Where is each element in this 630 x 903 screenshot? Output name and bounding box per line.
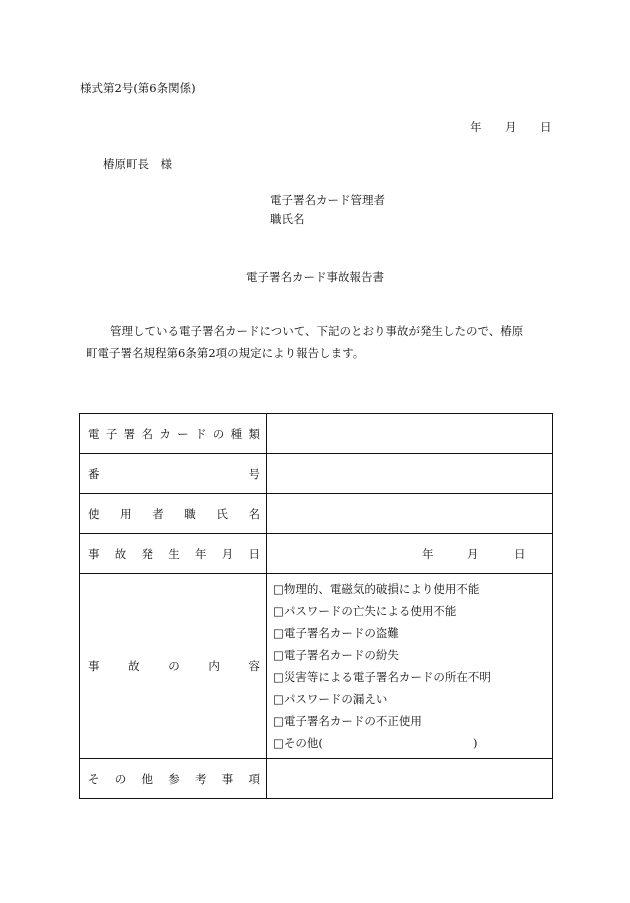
label-char: 名 xyxy=(248,506,260,521)
value-user[interactable] xyxy=(267,494,553,534)
label-char: の xyxy=(168,659,180,673)
date-header-month: 月 xyxy=(505,120,517,134)
label-char: 考 xyxy=(195,771,207,786)
option-password-lost[interactable]: □パスワードの亡失による使用不能 xyxy=(273,604,457,618)
date-header-year: 年 xyxy=(470,120,482,134)
option-other[interactable] xyxy=(273,732,552,754)
label-char: 故 xyxy=(114,546,127,561)
label-char: 参 xyxy=(168,771,180,786)
table-row-incident-details xyxy=(80,574,553,759)
label-char: 事 xyxy=(88,659,100,673)
label-char: 者 xyxy=(152,506,164,521)
label-char: ー xyxy=(177,426,189,441)
label-char: 月 xyxy=(221,546,234,561)
label-char: 年 xyxy=(195,546,207,561)
value-card-type[interactable] xyxy=(267,414,553,454)
value-number[interactable] xyxy=(267,454,553,494)
label-char: 氏 xyxy=(216,506,228,521)
value-incident-details xyxy=(267,574,553,759)
label-char: 類 xyxy=(248,426,260,441)
label-char: ド xyxy=(194,426,207,441)
table-row-number xyxy=(80,454,553,494)
date-header-day: 日 xyxy=(540,120,552,134)
label-char: 号 xyxy=(248,466,260,481)
label-char: 日 xyxy=(248,546,260,561)
label-char: 生 xyxy=(168,546,180,561)
label-number xyxy=(80,454,267,494)
label-user xyxy=(80,494,267,534)
table-row-user xyxy=(80,494,553,534)
label-char: 用 xyxy=(120,506,132,521)
occurrence-day: 日 xyxy=(514,547,526,561)
label-char: 電 xyxy=(88,426,100,441)
table-row-occurrence-date xyxy=(80,534,553,574)
label-char: 事 xyxy=(88,546,100,561)
label-char: 署 xyxy=(123,426,136,441)
form-number: 様式第2号(第6条関係) xyxy=(80,81,196,95)
occurrence-year: 年 xyxy=(422,547,434,561)
option-password-leak[interactable]: □パスワードの漏えい xyxy=(273,692,388,706)
body-text: 管理している電子署名カードについて、下記のとおり事故が発生したので、椿原町電子署名規程第6条第2項の規定により報告します。 xyxy=(86,324,524,360)
sender-name-label: 職氏名 xyxy=(270,212,305,226)
value-other-notes[interactable] xyxy=(267,759,553,799)
value-occurrence-date[interactable] xyxy=(267,534,553,574)
label-char: の xyxy=(114,771,127,786)
label-char: の xyxy=(212,426,225,441)
label-char: 職 xyxy=(184,506,196,521)
label-char: 使 xyxy=(88,506,100,521)
sender-title: 電子署名カード管理者 xyxy=(270,193,385,207)
option-card-stolen[interactable]: □電子署名カードの盗難 xyxy=(273,626,399,640)
option-card-lost[interactable]: □電子署名カードの紛失 xyxy=(273,648,399,662)
incident-report-table xyxy=(79,413,553,799)
label-char: 故 xyxy=(128,659,140,673)
option-physical-damage[interactable]: □物理的、電磁気的破損により使用不能 xyxy=(273,582,480,596)
document-title: 電子署名カード事故報告書 xyxy=(246,270,384,284)
label-char: 事 xyxy=(221,771,234,786)
label-char: 子 xyxy=(105,426,118,441)
label-occurrence-date xyxy=(80,534,267,574)
option-unauthorized-use[interactable]: □電子署名カードの不正使用 xyxy=(273,714,422,728)
option-other-label: □その他( xyxy=(273,736,323,750)
label-card-type xyxy=(80,414,267,454)
label-char: 種 xyxy=(230,426,243,441)
label-char: 容 xyxy=(248,659,260,673)
label-incident-details xyxy=(80,574,267,759)
label-char: 発 xyxy=(141,546,153,561)
label-char: 項 xyxy=(248,771,260,786)
label-char: 名 xyxy=(141,426,153,441)
option-disaster-missing[interactable]: □災害等による電子署名カードの所在不明 xyxy=(273,670,491,684)
table-row-card-type xyxy=(80,414,553,454)
label-char: 内 xyxy=(208,659,220,673)
table-row-other-notes xyxy=(80,759,553,799)
label-other-notes xyxy=(80,759,267,799)
label-char: カ xyxy=(159,426,171,441)
incident-options-list xyxy=(267,574,552,758)
occurrence-month: 月 xyxy=(467,547,479,561)
option-other-close-paren: ) xyxy=(473,736,478,750)
label-char: そ xyxy=(88,771,100,786)
label-char: 他 xyxy=(141,771,153,786)
addressee: 椿原町長 様 xyxy=(103,157,172,171)
label-char: 番 xyxy=(88,466,100,481)
